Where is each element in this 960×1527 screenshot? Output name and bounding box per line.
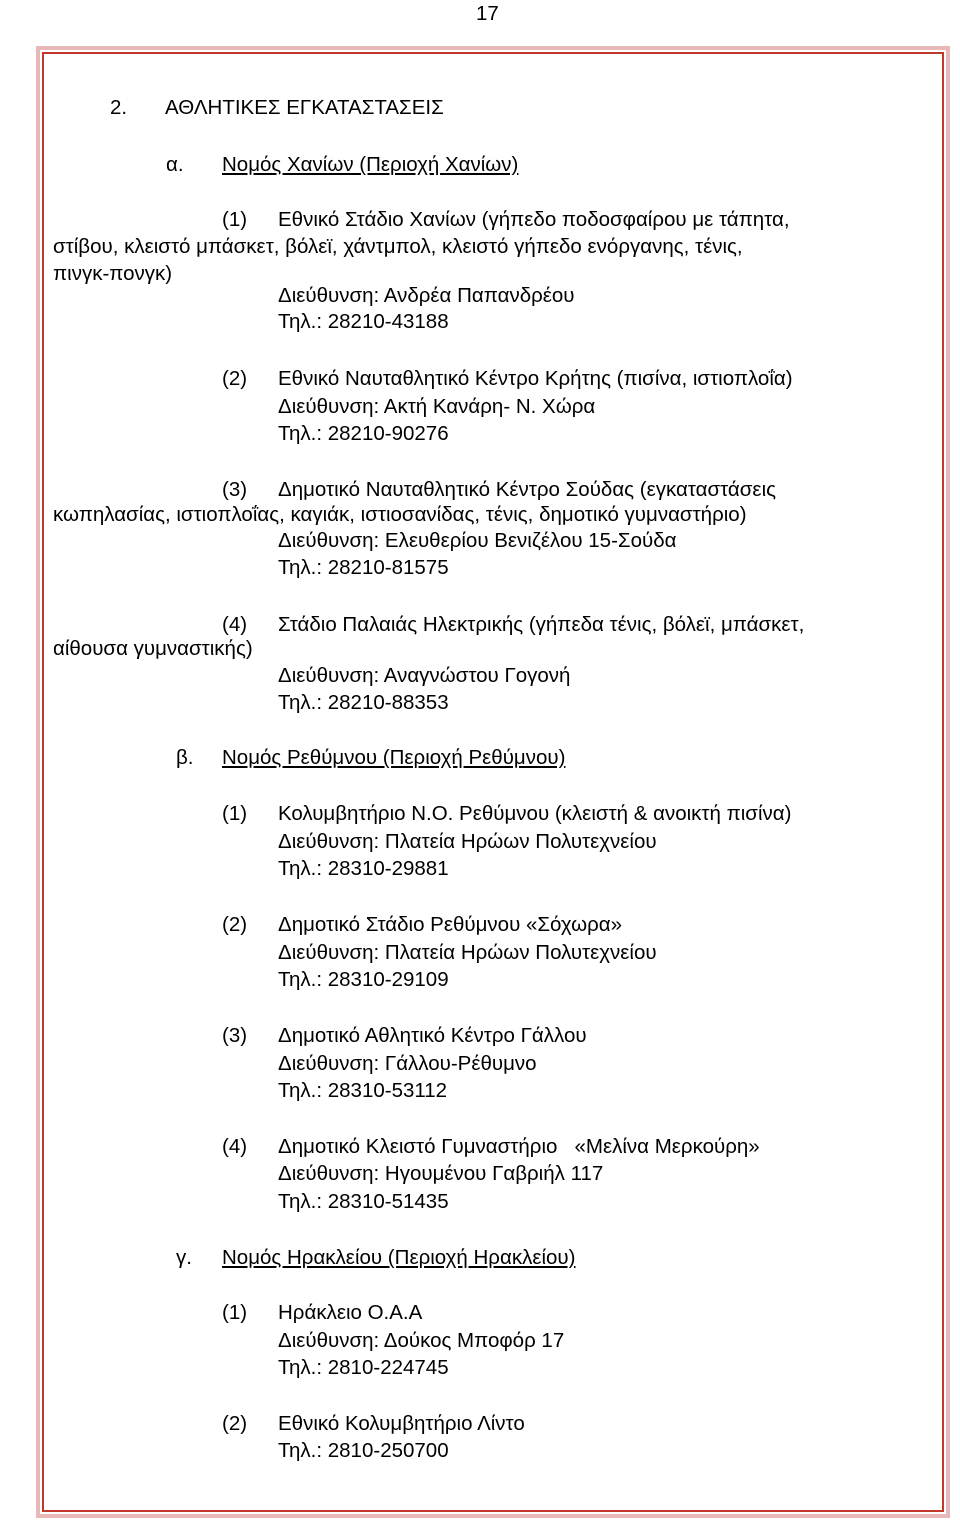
item-number: (2)	[222, 1412, 248, 1435]
item-address: Διεύθυνση: Ανδρέα Παπανδρέου	[278, 284, 575, 307]
item-number: (3)	[222, 1024, 248, 1047]
item-address: Διεύθυνση: Δούκος Μποφόρ 17	[278, 1329, 565, 1352]
prefecture-letter: β.	[176, 746, 194, 769]
item-address: Διεύθυνση: Ηγουμένου Γαβριήλ 117	[278, 1162, 604, 1185]
item-number: (4)	[222, 1135, 248, 1158]
item-phone: Τηλ.: 28210-81575	[278, 556, 449, 579]
item-phone: Τηλ.: 28210-90276	[278, 422, 449, 445]
item-phone: Τηλ.: 28310-29109	[278, 968, 449, 991]
item-phone: Τηλ.: 2810-250700	[278, 1439, 449, 1462]
item-name-line: κωπηλασίας, ιστιοπλοΐας, καγιάκ, ιστιοσανίδας, τένις, δημοτικό γυμναστήριο)	[53, 503, 747, 526]
item-number: (2)	[222, 913, 248, 936]
item-address: Διεύθυνση: Ακτή Κανάρη- Ν. Χώρα	[278, 395, 596, 418]
item-phone: Τηλ.: 28310-29881	[278, 857, 449, 880]
item-number: (3)	[222, 478, 248, 501]
item-phone: Τηλ.: 28210-88353	[278, 691, 449, 714]
prefecture-title: Νομός Ηρακλείου (Περιοχή Ηρακλείου)	[222, 1246, 576, 1269]
item-name-line: στίβου, κλειστό μπάσκετ, βόλεϊ, χάντμπολ, κλειστό γήπεδο ενόργανης, τένις,	[53, 235, 743, 258]
item-name-line: Εθνικό Στάδιο Χανίων (γήπεδο ποδοσφαίρου με τάπητα,	[278, 208, 790, 231]
item-number: (1)	[222, 208, 248, 231]
item-address: Διεύθυνση: Αναγνώστου Γογονή	[278, 664, 571, 687]
prefecture-letter: α.	[166, 153, 184, 176]
item-number: (2)	[222, 367, 248, 390]
item-name: Εθνικό Κολυμβητήριο Λίντο	[278, 1412, 525, 1435]
item-phone: Τηλ.: 28310-51435	[278, 1190, 449, 1213]
item-name: Δημοτικό Αθλητικό Κέντρο Γάλλου	[278, 1024, 587, 1047]
item-name: Κολυμβητήριο Ν.Ο. Ρεθύμνου (κλειστή & ανοικτή πισίνα)	[278, 802, 792, 825]
item-number: (1)	[222, 1301, 248, 1324]
item-name: Δημοτικό Στάδιο Ρεθύμνου «Σόχωρα»	[278, 913, 623, 936]
item-name-line: πινγκ-πονγκ)	[53, 262, 173, 285]
item-number: (1)	[222, 802, 248, 825]
prefecture-letter: γ.	[176, 1246, 192, 1269]
item-name: Δημοτικό Κλειστό Γυμναστήριο «Μελίνα Μερκούρη»	[278, 1135, 760, 1158]
item-phone: Τηλ.: 2810-224745	[278, 1356, 449, 1379]
item-phone: Τηλ.: 28310-53112	[278, 1079, 448, 1102]
item-phone: Τηλ.: 28210-43188	[278, 310, 449, 333]
item-address: Διεύθυνση: Πλατεία Ηρώων Πολυτεχνείου	[278, 941, 657, 964]
item-address: Διεύθυνση: Ελευθερίου Βενιζέλου 15-Σούδα	[278, 529, 677, 552]
item-name-line: Δημοτικό Ναυταθλητικό Κέντρο Σούδας (εγκαταστάσεις	[278, 478, 777, 501]
prefecture-title: Νομός Ρεθύμνου (Περιοχή Ρεθύμνου)	[222, 746, 566, 769]
item-name: Ηράκλειο Ο.Α.Α	[278, 1301, 423, 1324]
item-address: Διεύθυνση: Πλατεία Ηρώων Πολυτεχνείου	[278, 830, 657, 853]
prefecture-title: Νομός Χανίων (Περιοχή Χανίων)	[222, 153, 519, 176]
item-address: Διεύθυνση: Γάλλου-Ρέθυμνο	[278, 1052, 537, 1075]
section-title: ΑΘΛΗΤΙΚΕΣ ΕΓΚΑΤΑΣΤΑΣΕΙΣ	[165, 96, 444, 119]
page-number: 17	[476, 2, 499, 25]
item-name-line: Στάδιο Παλαιάς Ηλεκτρικής (γήπεδα τένις, βόλεϊ, μπάσκετ,	[278, 613, 805, 636]
item-name: Εθνικό Ναυταθλητικό Κέντρο Κρήτης (πισίνα, ιστιοπλοΐα)	[278, 367, 793, 390]
section-number: 2.	[110, 96, 128, 119]
item-name-line: αίθουσα γυμναστικής)	[53, 637, 253, 660]
page-border-inner	[42, 52, 944, 1512]
item-number: (4)	[222, 613, 248, 636]
